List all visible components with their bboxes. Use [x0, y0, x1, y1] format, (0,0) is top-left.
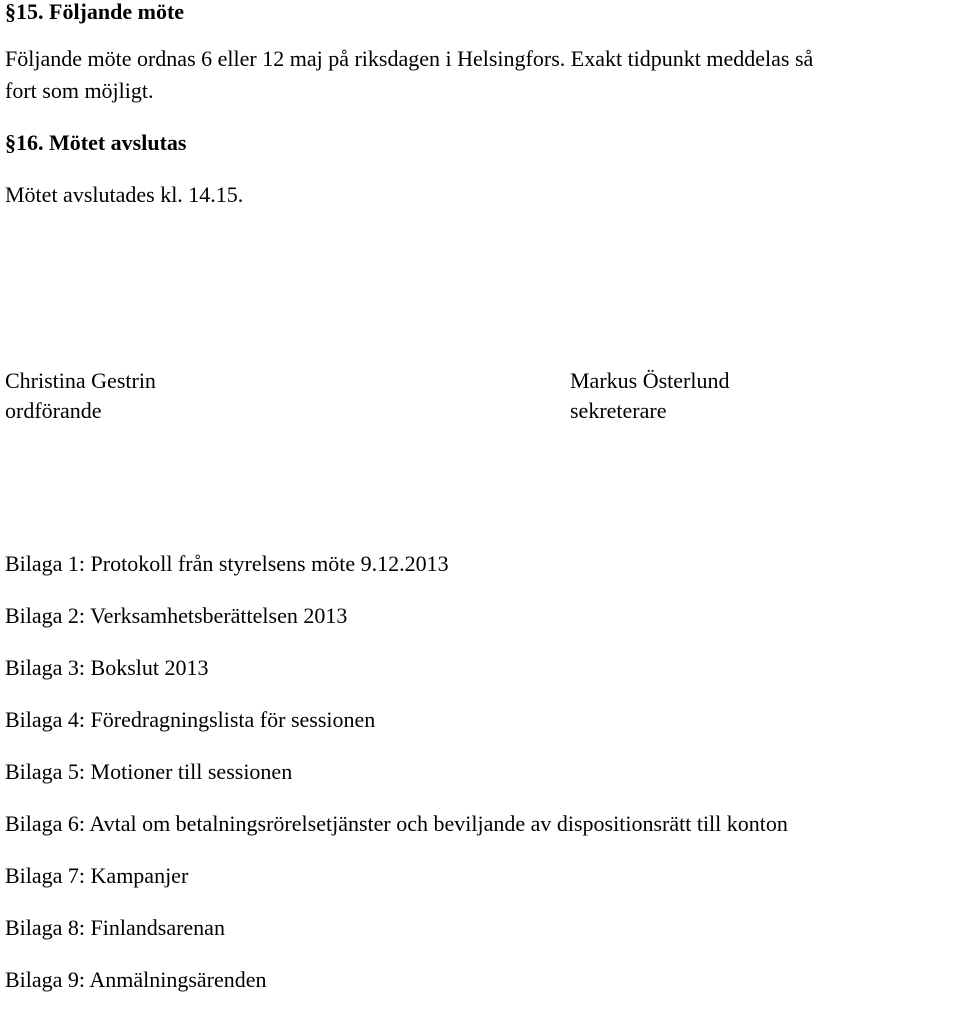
- attachment-item: Bilaga 1: Protokoll från styrelsens möte 9.12.2013: [5, 551, 449, 576]
- section-16-heading: §16. Mötet avslutas: [5, 130, 187, 155]
- attachment-item: Bilaga 3: Bokslut 2013: [5, 655, 209, 680]
- attachment-item: Bilaga 8: Finlandsarenan: [5, 915, 225, 940]
- section-15-heading: §15. Följande möte: [5, 0, 185, 24]
- signature-chair-name: Christina Gestrin: [5, 368, 156, 393]
- signature-chair-role: ordförande: [5, 398, 102, 423]
- attachment-list: [5, 551, 788, 1019]
- attachment-item: Bilaga 4: Föredragningslista för sessionen: [5, 707, 376, 732]
- section-15-text-line-2: fort som möjligt.: [5, 78, 154, 103]
- signature-secretary-name: Markus Österlund: [570, 368, 730, 393]
- signature-chair: [5, 366, 156, 426]
- section-16-text-line-1: Mötet avslutades kl. 14.15.: [5, 182, 244, 207]
- section-15-text-line-1: Följande möte ordnas 6 eller 12 maj på riksdagen i Helsingfors. Exakt tidpunkt meddelas så: [5, 46, 814, 71]
- attachment-item: Bilaga 5: Motioner till sessionen: [5, 759, 293, 784]
- attachment-item: Bilaga 9: Anmälningsärenden: [5, 967, 267, 992]
- attachment-item: Bilaga 6: Avtal om betalningsrörelsetjänster och beviljande av dispositionsrätt till konton: [5, 811, 788, 836]
- attachment-item: Bilaga 7: Kampanjer: [5, 863, 189, 888]
- signature-secretary-role: sekreterare: [570, 398, 667, 423]
- attachment-item: Bilaga 2: Verksamhetsberättelsen 2013: [5, 603, 348, 628]
- signature-secretary: [570, 366, 729, 426]
